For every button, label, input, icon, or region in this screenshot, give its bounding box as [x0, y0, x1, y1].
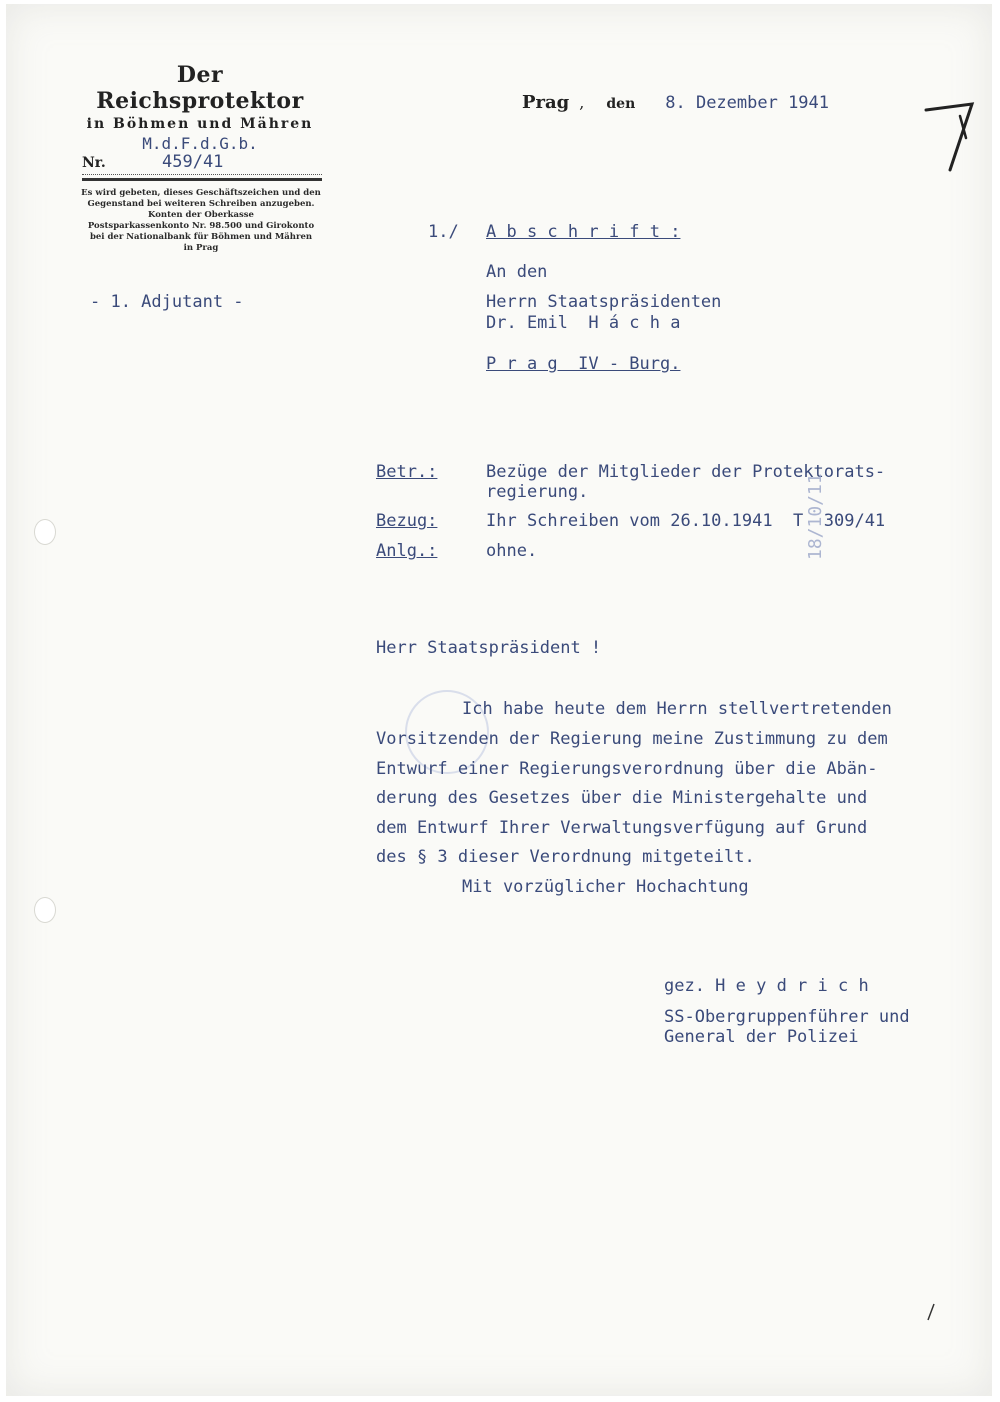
letterhead-note-line: in Prag [183, 243, 219, 253]
recipient-line: Herrn Staatspräsidenten [486, 292, 722, 312]
punch-hole-top [34, 519, 56, 545]
dateline-comma: , [579, 93, 585, 112]
dateline-city: Prag [522, 92, 570, 113]
body-line: dem Entwurf Ihrer Verwaltungsverfügung auf Grund [376, 818, 868, 838]
reference-label: Bezug: [376, 511, 438, 531]
letterhead-note-line: Gegenstand bei weiteren Schreiben anzugeben. [87, 199, 315, 209]
closing-line: Mit vorzüglicher Hochachtung [462, 877, 749, 897]
reference-text: Ihr Schreiben vom 26.10.1941 T 309/41 [486, 511, 886, 531]
copy-heading: A b s c h r i f t : [486, 222, 681, 242]
subject-text: Bezüge der Mitglieder der Protektorats- [486, 462, 886, 482]
subject-text: regierung. [486, 482, 589, 502]
pencil-tick-mark [925, 1302, 937, 1322]
recipient-address: P r a g IV - Burg. [486, 354, 681, 374]
letterhead-number-label: Nr. [82, 155, 106, 171]
dateline-date: 8. Dezember 1941 [665, 93, 830, 113]
letterhead-note-line: Es wird gebeten, dieses Geschäftszeichen und den [81, 188, 321, 198]
body-line: Vorsitzenden der Regierung meine Zustimmung zu dem [376, 729, 888, 749]
department-line: - 1. Adjutant - [90, 292, 244, 312]
recipient-line: Dr. Emil H á c h a [486, 313, 681, 333]
letterhead [70, 62, 330, 153]
handwritten-seven-mark [920, 96, 980, 176]
faint-stamp: 18/10/11 [805, 473, 826, 560]
salutation: Herr Staatspräsident ! [376, 638, 602, 658]
body-line: des § 3 dieser Verordnung mitgeteilt. [376, 847, 755, 867]
letterhead-organization: Der Reichsprotektor [96, 62, 304, 114]
letterhead-note-line: bei der Nationalbank für Böhmen und Mähren [89, 232, 313, 242]
letterhead-number-value: 459/41 [162, 152, 224, 172]
enclosure-label: Anlg.: [376, 541, 438, 561]
letterhead-note-line: Postsparkassenkonto Nr. 98.500 und Girokonto [87, 221, 315, 231]
dateline-den: den [606, 96, 636, 112]
signature-title: SS-Obergruppenführer und [664, 1007, 910, 1027]
enclosure-text: ohne. [486, 541, 538, 561]
signature-line: gez. H e y d r i c h [664, 976, 869, 996]
recipient-line: An den [486, 262, 548, 282]
letterhead-note-line: Konten der Oberkasse [148, 210, 254, 220]
body-line: derung des Gesetzes über die Ministergehalte und [376, 788, 868, 808]
body-line: Ich habe heute dem Herrn stellvertretenden [462, 699, 892, 719]
letterhead-rule [82, 178, 322, 181]
letterhead-notes [78, 188, 324, 254]
subject-label: Betr.: [376, 462, 438, 482]
letterhead-reference: M.d.F.d.G.b. [142, 134, 258, 153]
body-line: Entwurf einer Regierungsverordnung über die Abän- [376, 759, 878, 779]
dateline [522, 92, 829, 113]
signature-title: General der Polizei [664, 1027, 859, 1047]
letterhead-region: in Böhmen und Mähren [86, 116, 314, 132]
copy-number: 1./ [428, 222, 459, 242]
letterhead-number-row [82, 152, 322, 175]
punch-hole-bottom [34, 897, 56, 923]
